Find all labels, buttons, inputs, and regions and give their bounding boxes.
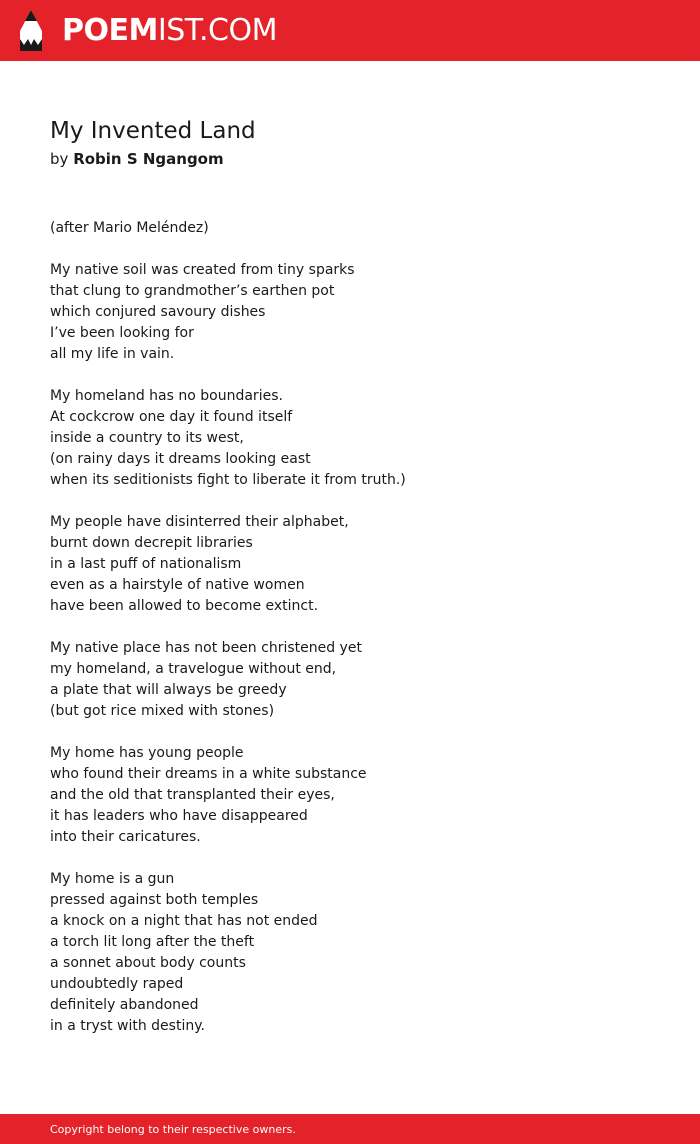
poem-line: My native soil was created from tiny sparks <box>50 262 355 278</box>
poem-line: it has leaders who have disappeared <box>50 808 308 824</box>
by-label: by <box>50 150 69 168</box>
poem-line: in a tryst with destiny. <box>50 1018 205 1034</box>
poem-line: undoubtedly raped <box>50 976 184 992</box>
logo-light-text: IST.COM <box>157 13 277 48</box>
poem-line: my homeland, a travelogue without end, <box>50 661 337 677</box>
stanza-gap <box>50 617 670 638</box>
poem-title: My Invented Land <box>50 118 256 144</box>
poem-line: when its seditionists fight to liberate it from truth.) <box>50 472 406 488</box>
poem-stanza <box>50 260 670 365</box>
copyright-notice: Copyright belong to their respective owners. <box>50 1123 296 1136</box>
stanza-gap <box>50 239 670 260</box>
stanza-gap <box>50 365 670 386</box>
poem-line: even as a hairstyle of native women <box>50 577 305 593</box>
poem-stanza <box>50 638 670 722</box>
poem-line: a torch lit long after the theft <box>50 934 255 950</box>
poem-line: I’ve been looking for <box>50 325 194 341</box>
poem-line: pressed against both temples <box>50 892 259 908</box>
poem-line: My people have disinterred their alphabet, <box>50 514 349 530</box>
stanza-gap <box>50 722 670 743</box>
stanza-gap <box>50 848 670 869</box>
poem-line: a plate that will always be greedy <box>50 682 287 698</box>
logo-bold-text: POEM <box>62 13 158 48</box>
poem-line: My native place has not been christened yet <box>50 640 362 656</box>
poem-line: definitely abandoned <box>50 997 199 1013</box>
poem-line: (but got rice mixed with stones) <box>50 703 275 719</box>
stanza-gap <box>50 491 670 512</box>
poem-line: At cockcrow one day it found itself <box>50 409 293 425</box>
site-logo[interactable] <box>62 13 277 49</box>
poem-stanza <box>50 743 670 848</box>
poem-stanza <box>50 386 670 491</box>
poem-stanza <box>50 869 670 1037</box>
poem-line: into their caricatures. <box>50 829 201 845</box>
poem-line: My home has young people <box>50 745 244 761</box>
poem-line: a sonnet about body counts <box>50 955 246 971</box>
pencil-icon[interactable] <box>17 9 45 53</box>
poem-line: inside a country to its west, <box>50 430 244 446</box>
poem-line: have been allowed to become extinct. <box>50 598 319 614</box>
poem-stanza <box>50 512 670 617</box>
poem-body <box>50 218 670 1037</box>
poem-line: My homeland has no boundaries. <box>50 388 283 404</box>
poem-line: burnt down decrepit libraries <box>50 535 253 551</box>
poem-line: My home is a gun <box>50 871 175 887</box>
poem-line: in a last puff of nationalism <box>50 556 242 572</box>
poem-line: that clung to grandmother’s earthen pot <box>50 283 335 299</box>
author-name: Robin S Ngangom <box>73 150 224 168</box>
poem-line: (on rainy days it dreams looking east <box>50 451 311 467</box>
poem-epigraph: (after Mario Meléndez) <box>50 220 209 236</box>
site-header <box>0 0 700 61</box>
poem-line: a knock on a night that has not ended <box>50 913 318 929</box>
poem-line: who found their dreams in a white substance <box>50 766 367 782</box>
poem-line: and the old that transplanted their eyes, <box>50 787 335 803</box>
poem-line: which conjured savoury dishes <box>50 304 266 320</box>
byline <box>50 148 224 170</box>
poem-line: all my life in vain. <box>50 346 175 362</box>
site-footer <box>0 1114 700 1144</box>
